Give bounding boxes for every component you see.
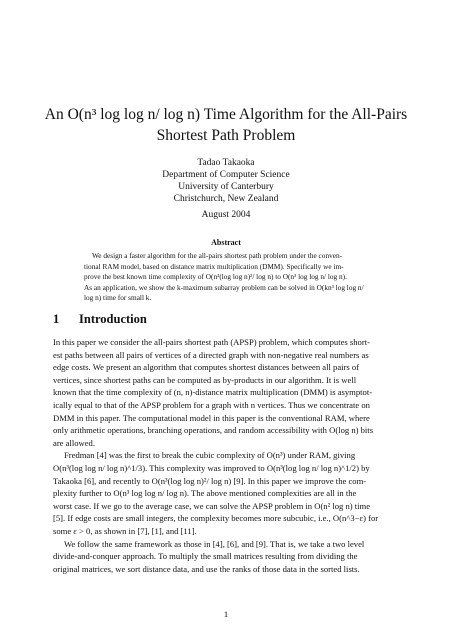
abstract-body — [84, 251, 366, 304]
section-title: Introduction — [79, 312, 147, 326]
body-text — [53, 336, 399, 575]
body-line: ically equal to that of the APSP problem for a graph with n vertices. Thus we concentrate on — [53, 399, 370, 410]
body-line: plexity further to O(n³ log log n/ log n). The above mentioned complexities are all in the — [53, 488, 357, 499]
body-line: vertices, since shortest paths can be computed as by-products in our algorithm. It is well — [53, 374, 357, 385]
body-line: O(n³(log log n/ log n)^1/3). This complexity was improved to O(n³(log log n/ log n)^1/2) by — [53, 462, 370, 473]
paper-title — [40, 104, 412, 146]
body-line: some ε > 0, as shown in [7], [1], and [11]. — [53, 525, 197, 536]
body-line: Fredman [4] was the first to break the cubic complexity of O(n³) under RAM, giving — [64, 450, 356, 461]
body-line: only arithmetic operations, branching operations, and random accessibility with O(log n) bits — [53, 425, 374, 436]
body-line: known that the time complexity of (n, n)-distance matrix multiplication (DMM) is asymptot- — [53, 387, 373, 398]
body-line: We follow the same framework as those in [4], [6], and [9]. That is, we take a two level — [64, 538, 365, 549]
body-line: [5]. If edge costs are small integers, the complexity becomes more subcubic, i.e., O(n^3−ε) for — [53, 513, 379, 524]
author-block — [80, 157, 372, 205]
body-line: are allowed. — [53, 437, 95, 448]
paper-date: August 2004 — [201, 210, 251, 220]
author-department: Department of Computer Science — [162, 170, 290, 180]
section-number: 1 — [53, 312, 60, 326]
abstract-line: log n) time for small k. — [84, 293, 152, 303]
abstract-line: As an application, we show the k-maximum subarray problem can be solved in O(kn³ log log n/ — [84, 282, 364, 292]
paper-title-line-1: An O(n³ log log n/ log n) Time Algorithm for the All-Pairs — [44, 106, 408, 123]
body-line: Takaoka [6], and recently to O(n³(log log n)²/ log n) [9]. In this paper we improve the com- — [53, 475, 367, 486]
page-number: 1 — [223, 609, 229, 619]
body-line: est paths between all pairs of vertices of a directed graph with non-negative real numbers as — [53, 349, 369, 360]
abstract-line: tional RAM model, based on distance matrix multiplication (DMM). Specifically we im- — [84, 261, 344, 271]
body-line: worst case. If we go to the average case, we can solve the APSP problem in O(n² log n) time — [53, 500, 371, 511]
body-line: In this paper we consider the all-pairs shortest path (APSP) problem, which computes short- — [53, 337, 370, 347]
abstract-heading: Abstract — [211, 238, 241, 247]
body-line: DMM in this paper. The computational model in this paper is the conventional RAM, where — [53, 412, 370, 423]
body-line: original matrices, we sort distance data, and use the ranks of those data in the sorted lists. — [53, 563, 360, 574]
abstract-line: We design a faster algorithm for the all-pairs shortest path problem under the conven- — [92, 251, 343, 260]
body-line: edge costs. We present an algorithm that computes shortest distances between all pairs of — [53, 362, 360, 373]
author-location: Christchurch, New Zealand — [173, 194, 279, 204]
body-line: divide-and-conquer approach. To multiply the small matrices resulting from dividing the — [53, 551, 358, 562]
section-heading — [53, 311, 147, 327]
author-name: Tadao Takaoka — [197, 158, 255, 168]
paper-title-line-2: Shortest Path Problem — [156, 127, 296, 144]
abstract-line: prove the best known time complexity of O(n³(log log n)²/ log n) to O(n³ log log n/ log n). — [84, 272, 347, 282]
author-university: University of Canterbury — [178, 182, 274, 192]
